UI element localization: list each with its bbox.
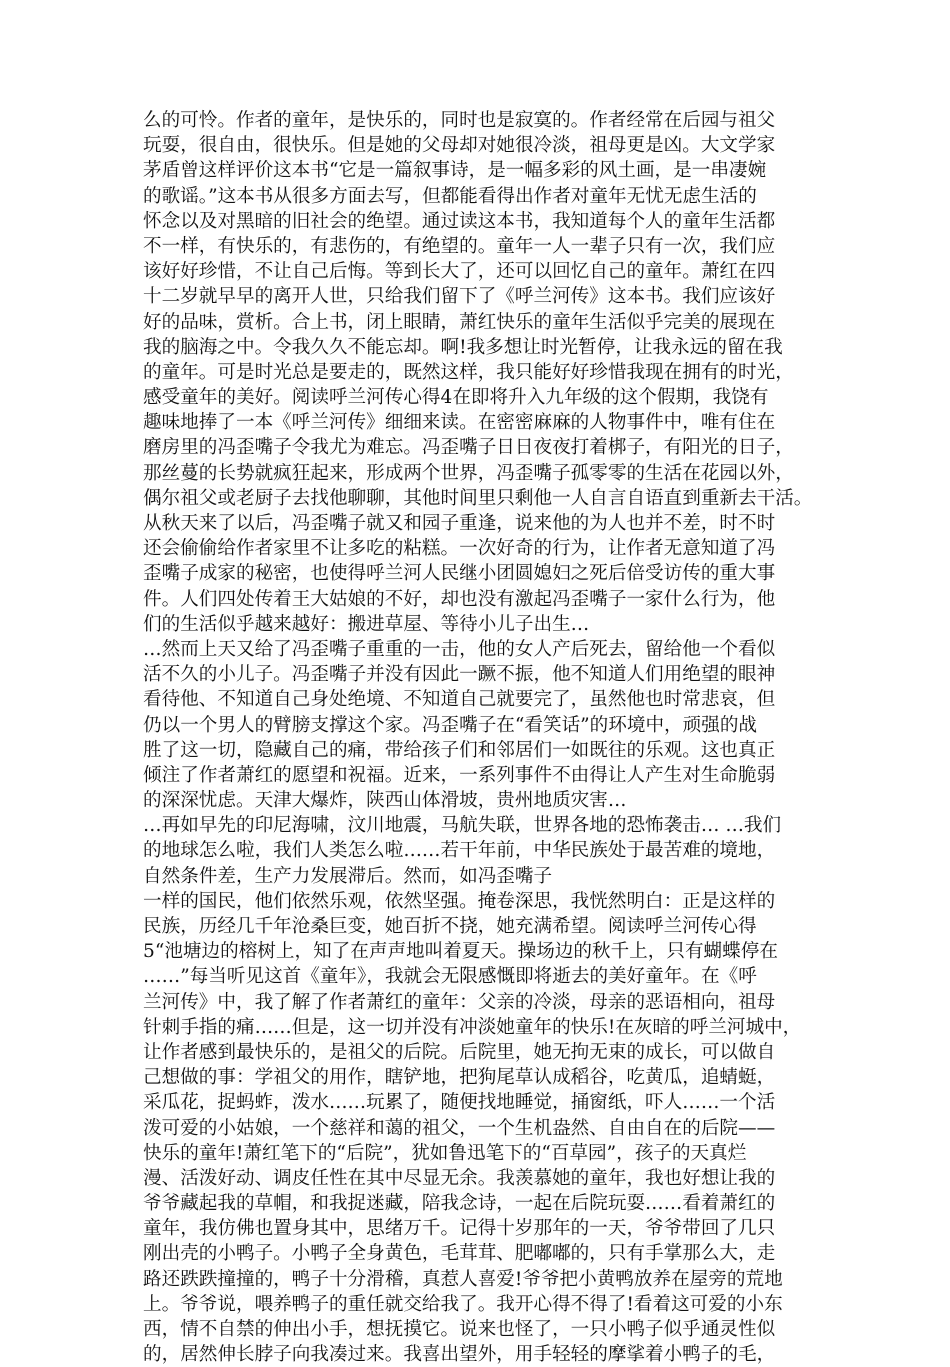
text-line: 泼可爱的小姑娘，一个慈祥和蔼的祖父，一个生机盎然、自由自在的后院—— [143, 1117, 776, 1139]
text-line: 怀念以及对黑暗的旧社会的绝望。通过读这本书，我知道每个人的童年生活都 [143, 210, 776, 232]
text-line: 采瓜花，捉蚂蚱，泼水……玩累了，随便找地睡觉，捅窗纸，吓人……一个活 [143, 1092, 776, 1114]
text-line: 自然条件差，生产力发展滞后。然而，如冯歪嘴子 [143, 865, 553, 887]
text-line: 活不久的小儿子。冯歪嘴子并没有因此一蹶不振，他不知道人们用绝望的眼神 [143, 664, 776, 686]
text-line: 上。爷爷说，喂养鸭子的重任就交给我了。我开心得不得了!看着这可爱的小东 [143, 1293, 783, 1315]
text-line: 仍以一个男人的臂膀支撑这个家。冯歪嘴子在“看笑话”的环境中，顽强的战 [143, 714, 758, 736]
text-line: 看待他、不知道自己身处绝境、不知道自己就要完了，虽然他也时常悲哀，但 [143, 689, 776, 711]
text-line: 茅盾曾这样评价这本书“它是一篇叙事诗，是一幅多彩的风土画，是一串凄婉 [143, 160, 767, 182]
text-line: 路还跌跌撞撞的，鸭子十分滑稽，真惹人喜爱!爷爷把小黄鸭放养在屋旁的荒地 [143, 1268, 783, 1290]
text-line: 件。人们四处传着王大姑娘的不好，却也没有激起冯歪嘴子一家什么行为，他 [143, 588, 776, 610]
text-line: 还会偷偷给作者家里不让多吃的粘糕。一次好奇的行为，让作者无意知道了冯 [143, 538, 776, 560]
text-line: 感受童年的美好。阅读呼兰河传心得4在即将升入九年级的这个假期，我饶有 [143, 387, 769, 409]
text-line: 兰河传》中，我了解了作者萧红的童年：父亲的冷淡，母亲的恶语相向，祖母 [143, 991, 776, 1013]
text-line: …再如早先的印尼海啸，汶川地震，马航失联，世界各地的恐怖袭击… …我们 [143, 815, 782, 837]
text-line: 玩耍，很自由，很快乐。但是她的父母却对她很冷淡，祖母更是凶。大文学家 [143, 135, 776, 157]
text-line: 磨房里的冯歪嘴子令我尤为难忘。冯歪嘴子日日夜夜打着梆子，有阳光的日子， [143, 437, 794, 459]
text-line: 歪嘴子成家的秘密，也使得呼兰河人民继小团圆媳妇之死后倍受访传的重大事 [143, 563, 776, 585]
text-line: 漫、活泼好动、调皮任性在其中尽显无余。我羡慕她的童年，我也好想让我的 [143, 1167, 776, 1189]
text-line: 的童年。可是时光总是要走的，既然这样，我只能好好珍惜我现在拥有的时光， [143, 361, 794, 383]
text-line: 爷爷藏起我的草帽，和我捉迷藏，陪我念诗，一起在后院玩耍……看着萧红的 [143, 1193, 776, 1215]
text-line: 十二岁就早早的离开人世，只给我们留下了《呼兰河传》这本书。我们应该好 [143, 286, 776, 308]
text-line: 西，情不自禁的伸出小手，想抚摸它。说来也怪了，一只小鸭子似乎通灵性似 [143, 1319, 776, 1340]
text-line: 那丝蔓的长势就疯狂起来，形成两个世界，冯歪嘴子孤零零的生活在花园以外， [143, 462, 794, 484]
text-line: 倾注了作者萧红的愿望和祝福。近来，一系列事件不由得让人产生对生命脆弱 [143, 764, 776, 786]
text-line: 么的可怜。作者的童年，是快乐的，同时也是寂寞的。作者经常在后园与祖父 [143, 110, 776, 131]
text-line: 好的品味，赏析。合上书，闭上眼睛，萧红快乐的童年生活似乎完美的展现在 [143, 311, 776, 333]
text-line: …然而上天又给了冯歪嘴子重重的一击，他的女人产后死去，留给他一个看似 [143, 638, 776, 660]
text-line: 针刺手指的痛……但是，这一切并没有冲淡她童年的快乐!在灰暗的呼兰河城中， [143, 1016, 802, 1038]
text-line: 5“池塘边的榕树上，知了在声声地叫着夏天。操场边的秋千上，只有蝴蝶停在 [143, 941, 778, 963]
text-line: 胜了这一切，隐藏自己的痛，带给孩子们和邻居们一如既往的乐观。这也真正 [143, 739, 776, 761]
text-line: 的地球怎么啦，我们人类怎么啦……若干年前，中华民族处于最苦难的境地， [143, 840, 776, 862]
text-line: 该好好珍惜，不让自己后悔。等到长大了，还可以回忆自己的童年。萧红在四 [143, 261, 776, 283]
text-line: 让作者感到最快乐的，是祖父的后院。后院里，她无拘无束的成长，可以做自 [143, 1041, 776, 1063]
text-line: 的，居然伸长脖子向我凑过来。我喜出望外，用手轻轻的摩挲着小鸭子的毛， [143, 1344, 776, 1366]
text-line: 民族，历经几千年沧桑巨变，她百折不挠，她充满希望。阅读呼兰河传心得 [143, 916, 757, 937]
text-line: 童年，我仿佛也置身其中，思绪万千。记得十岁那年的一天，爷爷带回了几只 [143, 1218, 776, 1240]
text-line: 偶尔祖父或老厨子去找他聊聊，其他时间里只剩他一人自言自语直到重新去干活。 [143, 487, 813, 509]
text-line: 趣味地捧了一本《呼兰河传》细细来读。在密密麻麻的人物事件中，唯有住在 [143, 412, 776, 434]
text-line: 一样的国民，他们依然乐观，依然坚强。掩卷深思，我恍然明白：正是这样的 [143, 890, 776, 912]
text-line: 刚出壳的小鸭子。小鸭子全身黄色，毛茸茸、肥嘟嘟的，只有手掌那么大，走 [143, 1243, 776, 1265]
text-line: 的歌谣。”这本书从很多方面去写，但都能看得出作者对童年无忧无虑生活的 [143, 185, 757, 207]
text-line: 从秋天来了以后，冯歪嘴子就又和园子重逢，说来他的为人也并不差，时不时 [143, 513, 776, 534]
text-line: 不一样，有快乐的，有悲伤的，有绝望的。童年一人一辈子只有一次，我们应 [143, 235, 776, 257]
text-line: 的深深忧虑。天津大爆炸，陕西山体滑坡，贵州地质灾害… [143, 790, 627, 812]
text-line: 们的生活似乎越来越好：搬进草屋、等待小儿子出生… [143, 613, 590, 635]
text-line: 我的脑海之中。令我久久不能忘却。啊!我多想让时光暂停，让我永远的留在我 [143, 336, 783, 358]
text-line: ……”每当听见这首《童年》，我就会无限感慨即将逝去的美好童年。在《呼 [143, 966, 757, 988]
document-body [143, 108, 813, 1367]
text-line: 己想做的事：学祖父的用作，瞎铲地，把狗尾草认成稻谷，吃黄瓜，追蜻蜓， [143, 1067, 776, 1089]
text-line: 快乐的童年!萧红笔下的“后院”，犹如鲁迅笔下的“百草园”，孩子的天真烂 [143, 1142, 747, 1164]
